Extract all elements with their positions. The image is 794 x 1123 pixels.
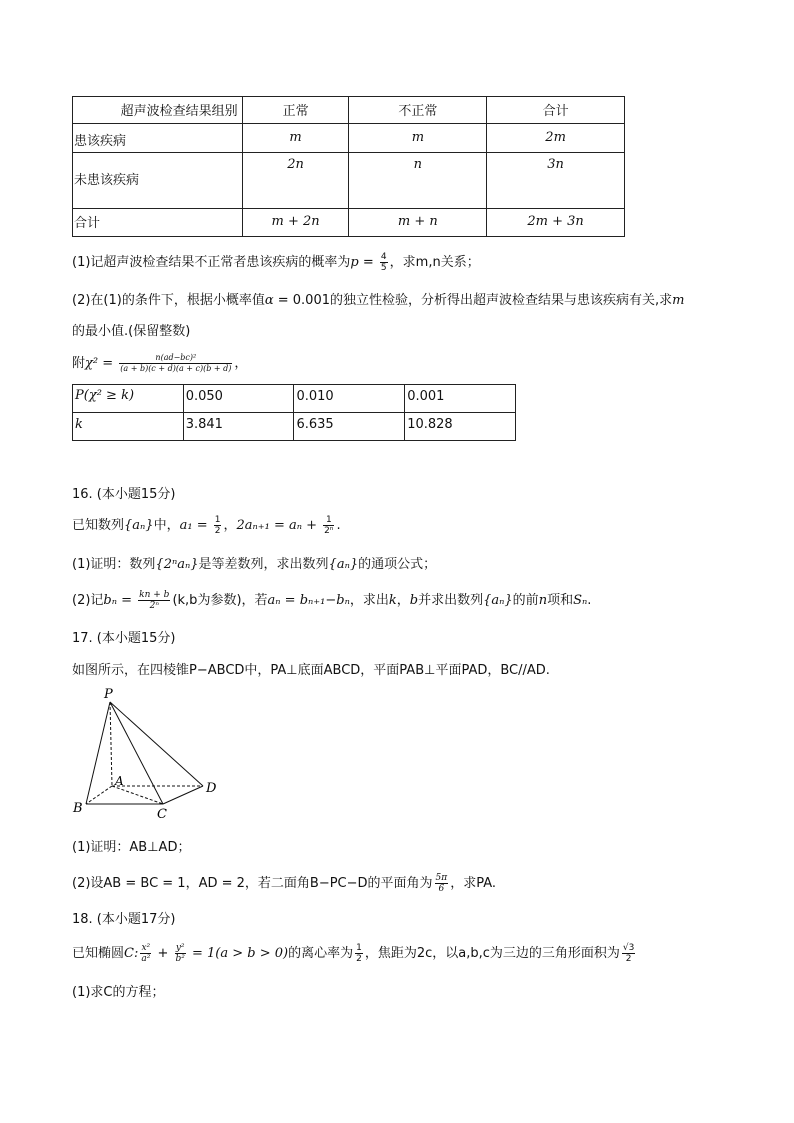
edge-pa [110, 702, 112, 786]
fraction-den: a² [141, 954, 151, 964]
fraction-num: n(ad−bc)² [119, 353, 232, 364]
var-n: n [538, 593, 548, 608]
text-span: (2)在(1)的条件下，根据小概率值 [72, 293, 265, 308]
q17-stem: 如图所示，在四棱锥P−ABCD中，PA⊥底面ABCD，平面PAB⊥平面PAD，BC//AD. [72, 663, 550, 678]
fraction-den: 2 [625, 954, 632, 964]
hidden-edges [86, 702, 203, 804]
text-span: 已知数列 [72, 518, 125, 533]
q16-stem [72, 514, 341, 536]
equation: aₙ = bₙ₊₁−bₙ [267, 593, 350, 608]
fraction [138, 590, 170, 611]
q17-part1: (1)证明：AB⊥AD； [72, 840, 191, 855]
ultrasound-table [72, 96, 625, 237]
term: bₙ = [103, 593, 137, 608]
text-span: . [336, 518, 341, 533]
table-cell: 2n [242, 153, 349, 209]
fraction-den: 2ⁿ [149, 601, 159, 611]
text-span: 已知椭圆 [72, 946, 125, 961]
q18-heading: 18. (本小题17分) [72, 912, 176, 927]
table-cell: 0.001 [405, 385, 516, 413]
var-p: p [350, 255, 359, 270]
fraction-num: 4 [380, 252, 387, 262]
text-span: ，求PA. [450, 876, 497, 891]
table-header-cell: 合计 [487, 97, 625, 124]
fraction-num: √3 [622, 943, 635, 953]
table-header-cell: 超声波检查结果组别 [73, 97, 243, 124]
var-k: k [388, 593, 397, 608]
fraction [140, 943, 151, 964]
label-p: P [104, 687, 113, 702]
separator: ， [223, 518, 237, 533]
edge-pc [110, 702, 163, 804]
chi-square-table [72, 384, 516, 441]
q16-part1 [72, 553, 436, 572]
table-cell: 0.050 [183, 385, 294, 413]
text-span: (1)证明：数列 [72, 557, 156, 572]
recurrence: 2aₙ₊₁ = aₙ + [236, 518, 322, 533]
table-row [73, 124, 625, 153]
sequence: {aₙ} [328, 557, 359, 572]
q15-part1-suffix: ，求m,n关系； [389, 255, 480, 270]
table-cell: 3.841 [183, 413, 294, 441]
text-span: . [587, 593, 592, 608]
equals: = [358, 255, 378, 270]
table-cell: m + 2n [242, 209, 349, 237]
text-span: 并求出数列 [418, 593, 484, 608]
q17-heading: 17. (本小题15分) [72, 631, 176, 646]
alpha-symbol: α [264, 293, 274, 308]
text-span: (2)记 [72, 593, 104, 608]
equation: = 1(a > b > 0) [187, 946, 289, 961]
sequence: {aₙ} [483, 593, 513, 608]
text-span: 的前 [512, 593, 539, 608]
fraction-den: 5 [380, 263, 387, 273]
table-cell: 2m + 3n [487, 209, 625, 237]
plus: + [153, 946, 173, 961]
fraction [380, 252, 388, 273]
fraction [175, 943, 186, 964]
edge-pd [110, 702, 203, 786]
table-cell: 患该疾病 [73, 124, 243, 153]
fraction-den: (a + b)(c + d)(a + c)(b + d) [120, 364, 232, 373]
table-cell: 10.828 [405, 413, 516, 441]
table-cell: n [349, 153, 487, 209]
table-row [73, 385, 516, 413]
sum: Sₙ [573, 593, 588, 608]
fraction-num: y² [175, 943, 185, 953]
text-span: 的离心率为 [288, 946, 354, 961]
fraction [323, 515, 334, 536]
fraction-den: 2 [214, 526, 221, 536]
table-cell: m [242, 124, 349, 153]
table-row [73, 153, 625, 209]
text-span: 中， [153, 518, 180, 533]
fraction-num: 5π [435, 873, 448, 883]
table-header-cell: 正常 [242, 97, 349, 124]
q18-stem [72, 942, 637, 964]
text-span: 的独立性检验，分析得出超声波检查结果与患该疾病有关,求 [330, 293, 673, 308]
fraction-den: 6 [438, 884, 445, 894]
label-a: A [115, 774, 124, 788]
table-cell: P(χ² ≥ k) [73, 385, 184, 413]
fraction [435, 873, 449, 894]
var-m: m [672, 293, 685, 308]
q16-part2 [72, 589, 591, 611]
pyramid-diagram [70, 684, 230, 820]
label-d: D [206, 781, 217, 796]
fraction-num: x² [141, 943, 151, 953]
chi-square-formula [72, 352, 247, 374]
table-row [73, 413, 516, 441]
var-b: b [409, 593, 419, 608]
table-row [73, 209, 625, 237]
fraction-num: 1 [323, 515, 334, 526]
fraction-num: 1 [214, 515, 221, 525]
q15-part1 [72, 251, 480, 273]
table-cell: 0.010 [294, 385, 405, 413]
q15-part2-line2: 的最小值.(保留整数) [72, 324, 191, 339]
sequence: {2ⁿaₙ} [155, 557, 199, 572]
table-header-cell: 不正常 [349, 97, 487, 124]
chi-symbol: χ² = [85, 356, 118, 371]
fraction [355, 943, 363, 964]
table-cell: 2m [487, 124, 625, 153]
q15-part1-text: (1)记超声波检查结果不正常者患该疾病的概率为 [72, 255, 351, 270]
table-cell: m + n [349, 209, 487, 237]
table-cell: 3n [487, 153, 625, 209]
fraction [214, 515, 222, 536]
table-cell: m [349, 124, 487, 153]
fraction [119, 353, 232, 374]
label-c: C [157, 807, 167, 820]
table-row [73, 97, 625, 124]
edge-pb [86, 702, 110, 804]
q16-heading: 16. (本小题15分) [72, 487, 176, 502]
alpha-value: = 0.001 [273, 293, 330, 308]
text-span: ，求出 [349, 593, 389, 608]
text-span: ，焦距为2c，以a,b,c为三边的三角形面积为 [364, 946, 620, 961]
term: a₁ = [179, 518, 212, 533]
text-span: 的通项公式； [358, 557, 437, 572]
table-cell: 未患该疾病 [73, 153, 243, 209]
text-span: (2)设AB = BC = 1，AD = 2，若二面角B−PC−D的平面角为 [72, 876, 433, 891]
formula-prefix: 附 [72, 356, 86, 371]
table-cell: 合计 [73, 209, 243, 237]
table-cell: 6.635 [294, 413, 405, 441]
sequence: {aₙ} [124, 518, 154, 533]
fraction-den: 2 [356, 954, 362, 964]
var-c: C: [124, 946, 139, 961]
fraction-den: b² [175, 954, 185, 964]
label-b: B [73, 801, 83, 816]
fraction-num: 1 [356, 943, 362, 953]
fraction-den: 2ⁿ [324, 526, 334, 536]
pyramid-edges [86, 702, 203, 804]
formula-suffix: ， [234, 356, 248, 371]
table-cell: k [73, 413, 184, 441]
q18-part1: (1)求C的方程； [72, 985, 165, 1000]
text-span: 是等差数列，求出数列 [198, 557, 329, 572]
text-span: ， [396, 593, 410, 608]
fraction [622, 943, 635, 964]
q17-part2 [72, 872, 496, 894]
q15-part2-line1 [72, 289, 684, 308]
text-span: 项和 [547, 593, 574, 608]
fraction-num: kn + b [139, 590, 170, 600]
edge-cd [163, 786, 203, 804]
text-span: (k,b为参数)，若 [172, 593, 268, 608]
